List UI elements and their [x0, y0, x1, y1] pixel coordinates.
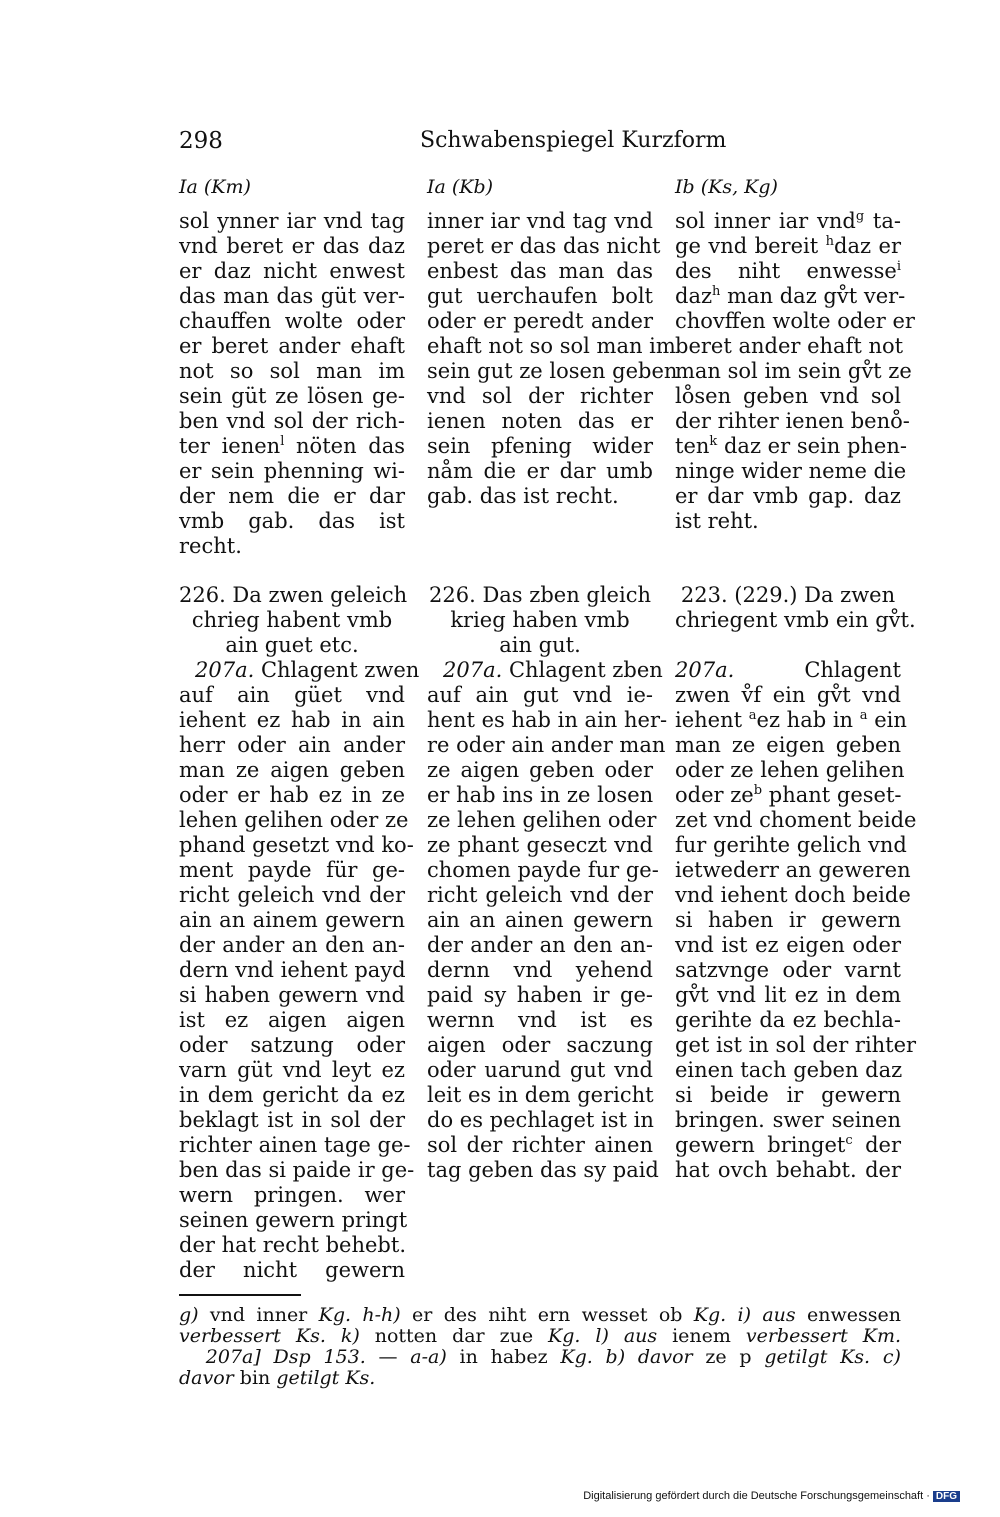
- column-ks-kg-part1: [675, 209, 915, 534]
- text-line: vnd beret er das daz: [179, 234, 405, 258]
- text-line: lehen gelihen oder ze: [179, 808, 409, 832]
- text-segment: daz er: [834, 234, 901, 258]
- text-line: der hat recht behebt.: [179, 1233, 406, 1257]
- text-line: sol ynner iar vnd tag: [179, 209, 405, 233]
- text-line: enbest das man das: [427, 259, 653, 283]
- heading-line: 223. (229.) Da zwen: [680, 583, 896, 607]
- text-line: vnd sol der richter: [427, 384, 653, 408]
- text-line: [675, 708, 907, 733]
- section-heading: [179, 583, 408, 658]
- text-segment: ge vnd bereit: [675, 234, 819, 258]
- footnote-line: [179, 1368, 901, 1389]
- footnote-manuscript: Kg.: [693, 1304, 727, 1326]
- text-line: satzvnge oder varnt: [675, 958, 901, 982]
- text-line: zwen v̊f ein gv̊t vnd: [675, 683, 901, 707]
- text-line: er daz nicht enwest: [179, 259, 405, 283]
- text-line: [179, 434, 405, 459]
- text-line: ehaft not so sol man im: [427, 334, 676, 358]
- footnote-marker-i: i: [896, 259, 901, 274]
- column-kb-part2: [427, 583, 668, 1183]
- text-line: in dem gericht da ez: [179, 1083, 405, 1107]
- footnote-text: bin: [239, 1367, 271, 1389]
- text-line: recht.: [179, 534, 242, 558]
- footnote-text: ienem: [672, 1325, 731, 1347]
- column-km-part2: [179, 583, 420, 1283]
- text-segment: Chlagent zben: [508, 658, 663, 682]
- text-line: bringen. swer seinen: [675, 1108, 901, 1132]
- text-line: lo̊sen geben vnd sol: [675, 384, 901, 408]
- footnote-manuscript: Kg.: [560, 1346, 593, 1368]
- footnote-text: notten dar zue: [374, 1325, 534, 1347]
- footnote-verb: verbessert Ks.: [179, 1325, 326, 1347]
- text-line: chomen payde fur ge-: [427, 858, 659, 882]
- text-line: oder er peredt ander: [427, 309, 653, 333]
- text-line: ienen noten das er: [427, 409, 653, 433]
- text-line: oder satzung oder: [179, 1033, 405, 1057]
- text-line: ist ez aigen aigen: [179, 1008, 405, 1032]
- text-line: [179, 658, 420, 683]
- text-line: gerihte da ez bechla-: [675, 1008, 901, 1032]
- footnote-siglum: i) aus: [737, 1304, 796, 1326]
- text-line: vnd iehent doch beide: [675, 883, 911, 907]
- text-line: ninge wider neme die: [675, 459, 907, 483]
- text-line: seinen gewern pringt: [179, 1208, 408, 1232]
- footnote-line: [179, 1347, 901, 1368]
- text-line: [675, 658, 901, 683]
- text-segment: ten: [675, 434, 710, 458]
- footnote-reference: 207a] Dsp 153.: [205, 1346, 366, 1368]
- text-line: dern vnd iehent payd: [179, 958, 406, 982]
- text-line: beklagt ist in sol der: [179, 1108, 405, 1132]
- text-line: er sein phenning wi-: [179, 459, 405, 483]
- text-line: wern pringen. wer: [179, 1183, 405, 1207]
- text-line: get ist in sol der rihter: [675, 1033, 917, 1057]
- section-number: 207a.: [443, 658, 503, 682]
- text-line: do es pechlaget ist in: [427, 1108, 654, 1132]
- text-line: chovffen wolte oder er: [675, 309, 915, 333]
- text-line: der nicht gewern: [179, 1258, 405, 1282]
- section-number: 207a.: [195, 658, 255, 682]
- text-line: ain an ainem gewern: [179, 908, 405, 932]
- text-line: der ander an den an-: [179, 933, 405, 957]
- text-line: ze lehen gelihen oder: [427, 808, 657, 832]
- footnote-marker-l: l: [280, 434, 285, 449]
- text-line: aigen oder saczung: [427, 1033, 653, 1057]
- column-head-ks-kg: Ib (Ks, Kg): [675, 176, 778, 198]
- text-line: si haben ir gewern: [675, 908, 901, 932]
- footnote-marker-b: b: [753, 783, 763, 798]
- footnote-line: [179, 1326, 901, 1347]
- text-line: ze phant geseczt vnd: [427, 833, 653, 857]
- text-line: herr oder ain ander: [179, 733, 405, 757]
- footnote-verb: getilgt Ks.: [276, 1367, 376, 1389]
- text-line: iehent ez hab in ain: [179, 708, 405, 732]
- text-segment: ein: [874, 708, 907, 732]
- text-line: inner iar vnd tag vnd: [427, 209, 653, 233]
- heading-line: 226. Da zwen geleich: [179, 583, 408, 607]
- text-line: vnd ist ez eigen oder: [675, 933, 901, 957]
- footnote-manuscript: Kg.: [318, 1304, 352, 1326]
- footnote-text: vnd inner: [209, 1304, 308, 1326]
- footnote-siglum: k): [340, 1325, 360, 1347]
- text-segment: der: [865, 1133, 901, 1157]
- text-segment: ter ienen: [179, 434, 281, 458]
- text-line: man ze aigen geben: [179, 758, 405, 782]
- text-line: der nem die er dar: [179, 484, 405, 508]
- footnote-marker-g: g: [855, 209, 865, 224]
- column-head-kb: Ia (Kb): [427, 176, 494, 198]
- text-segment: des niht enwesse: [675, 259, 897, 283]
- footnote-rule: [179, 1294, 301, 1296]
- text-line: sol der richter ainen: [427, 1133, 653, 1157]
- text-segment: sol inner iar vnd: [675, 209, 856, 233]
- text-segment: Chlagent: [804, 658, 901, 682]
- heading-line: chrieg habent vmb: [191, 608, 393, 632]
- section-number: 207a.: [675, 658, 735, 682]
- running-title: Schwabenspiegel Kurzform: [420, 128, 727, 153]
- text-line: [675, 783, 901, 808]
- text-line: auf ain gut vnd ie-: [427, 683, 653, 707]
- text-line: gv̊t vnd lit ez in dem: [675, 983, 901, 1007]
- text-line: auf ain güet vnd: [179, 683, 405, 707]
- footnote-marker-a: a: [859, 708, 868, 723]
- text-line: hent es hab in ain her-: [427, 708, 668, 732]
- text-line: not so sol man im: [179, 359, 405, 383]
- text-line: vmb gab. das ist: [179, 509, 405, 533]
- text-line: [675, 284, 906, 309]
- text-segment: iehent: [675, 708, 743, 732]
- text-line: chauffen wolte oder: [179, 309, 405, 333]
- text-line: [675, 434, 907, 459]
- footnote-marker-h: h: [712, 284, 721, 299]
- text-line: oder ze lehen gelihen: [675, 758, 905, 782]
- text-line: hat ovch behabt. der: [675, 1158, 901, 1182]
- dfg-logo: DFG: [933, 1491, 960, 1502]
- section-heading: [427, 583, 653, 658]
- footnote-verb: getilgt Ks.: [764, 1346, 871, 1368]
- text-line: [675, 209, 901, 234]
- heading-line: ain gut.: [499, 633, 581, 657]
- text-line: er dar vmb gap. daz: [675, 484, 901, 508]
- footnotes: [179, 1305, 901, 1389]
- footnote-siglum: h-h): [362, 1304, 401, 1326]
- footnote-text: ze p: [705, 1346, 752, 1368]
- text-line: nåm die er dar umb: [427, 459, 653, 483]
- text-line: [675, 234, 901, 259]
- text-line: sein pfening wider: [427, 434, 653, 458]
- heading-line: chriegent vmb ein gv̊t.: [675, 608, 916, 632]
- text-line: ment payde für ge-: [179, 858, 405, 882]
- text-line: das man das güt ver-: [179, 284, 405, 308]
- text-line: ze aigen geben oder: [427, 758, 653, 782]
- heading-line: 226. Das zben gleich: [429, 583, 651, 607]
- footnote-text: enwessen: [807, 1304, 901, 1326]
- footnote-verb: verbessert Km.: [745, 1325, 901, 1347]
- footnote-marker-k: k: [709, 434, 718, 449]
- text-line: man ze eigen geben: [675, 733, 901, 757]
- text-line: [675, 1133, 901, 1158]
- text-line: zet vnd choment beide: [675, 808, 917, 832]
- text-line: si haben gewern vnd: [179, 983, 405, 1007]
- footnote-siglum: c): [882, 1346, 901, 1368]
- heading-line: krieg haben vmb: [450, 608, 630, 632]
- text-line: varn güt vnd leyt ez: [179, 1058, 405, 1082]
- column-head-km: Ia (Km): [179, 176, 251, 198]
- text-segment: oder ze: [675, 783, 754, 807]
- footnote-marker-a: a: [748, 708, 757, 723]
- text-line: ist reht.: [675, 509, 759, 533]
- text-segment: daz er sein phen-: [723, 434, 907, 458]
- text-segment: ta-: [872, 209, 901, 233]
- column-kb-part1: [427, 209, 678, 509]
- column-ks-kg-part2: [675, 583, 917, 1183]
- text-segment: man daz gv̊t ver-: [727, 284, 906, 308]
- text-line: leit es in dem gericht: [427, 1083, 654, 1107]
- text-line: beret ander ehaft not: [675, 334, 904, 358]
- text-line: fur gerihte gelich vnd: [675, 833, 907, 857]
- footnote-siglum: l) aus: [595, 1325, 658, 1347]
- text-line: der rihter ienen beno̊-: [675, 409, 910, 433]
- credit-text: Digitalisierung gefördert durch die Deutsche Forschungsgemeinschaft ·: [583, 1490, 930, 1502]
- text-line: phand gesetzt vnd ko-: [179, 833, 414, 857]
- footnote-davor: davor: [179, 1367, 234, 1389]
- text-segment: phant geset-: [768, 783, 902, 807]
- text-line: re oder ain ander man: [427, 733, 666, 757]
- footnote-manuscript: Kg.: [548, 1325, 581, 1347]
- text-segment: nöten das: [296, 434, 405, 458]
- text-line: ben das si paide ir ge-: [179, 1158, 415, 1182]
- text-line: oder uarund gut vnd: [427, 1058, 653, 1082]
- column-km-part1: [179, 209, 405, 559]
- text-line: oder er hab ez in ze: [179, 783, 405, 807]
- text-line: der ander an den an-: [427, 933, 653, 957]
- text-line: [675, 259, 901, 284]
- footnote-marker-h: h: [825, 234, 835, 249]
- footnote-siglum: g): [179, 1304, 199, 1326]
- text-line: [427, 658, 663, 683]
- text-line: sein gut ze losen geben: [427, 359, 678, 383]
- text-line: dernn vnd yehend: [427, 958, 653, 982]
- page-number: 298: [179, 128, 223, 154]
- text-line: wernn vnd ist es: [427, 1008, 653, 1032]
- footnote-siglum: b) davor: [605, 1346, 693, 1368]
- text-line: tag geben das sy paid: [427, 1158, 659, 1182]
- text-line: richt geleich vnd der: [179, 883, 405, 907]
- footnote-text: in habez: [459, 1346, 548, 1368]
- text-line: ben vnd sol der rich-: [179, 409, 405, 433]
- text-line: peret er das das nicht: [427, 234, 661, 258]
- text-segment: ez hab in: [756, 708, 854, 732]
- footnote-marker-c: c: [845, 1133, 853, 1148]
- text-line: er beret ander ehaft: [179, 334, 405, 358]
- text-line: si beide ir gewern: [675, 1083, 901, 1107]
- text-line: er hab ins in ze losen: [427, 783, 654, 807]
- text-line: gab. das ist recht.: [427, 484, 619, 508]
- text-line: gut uerchaufen bolt: [427, 284, 653, 308]
- text-line: ietwederr an geweren: [675, 858, 911, 882]
- text-segment: gewern bringet: [675, 1133, 846, 1157]
- text-segment: daz: [675, 284, 713, 308]
- section-heading: [675, 583, 916, 658]
- text-line: richt geleich vnd der: [427, 883, 653, 907]
- heading-line: ain guet etc.: [225, 633, 359, 657]
- footnote-text: er des niht ern wesset ob: [412, 1304, 683, 1326]
- text-line: einen tach geben daz: [675, 1058, 903, 1082]
- footnote-line: [179, 1305, 901, 1326]
- text-line: man sol im sein gv̊t ze: [675, 359, 912, 383]
- footnote-siglum: a-a): [410, 1346, 447, 1368]
- text-line: paid sy haben ir ge-: [427, 983, 653, 1007]
- digitization-credit: [583, 1490, 960, 1502]
- text-segment: Chlagent zwen: [260, 658, 420, 682]
- text-line: richter ainen tage ge-: [179, 1133, 411, 1157]
- text-line: sein güt ze lösen ge-: [179, 384, 405, 408]
- text-line: ain an ainen gewern: [427, 908, 653, 932]
- footnote-dash: —: [378, 1346, 398, 1368]
